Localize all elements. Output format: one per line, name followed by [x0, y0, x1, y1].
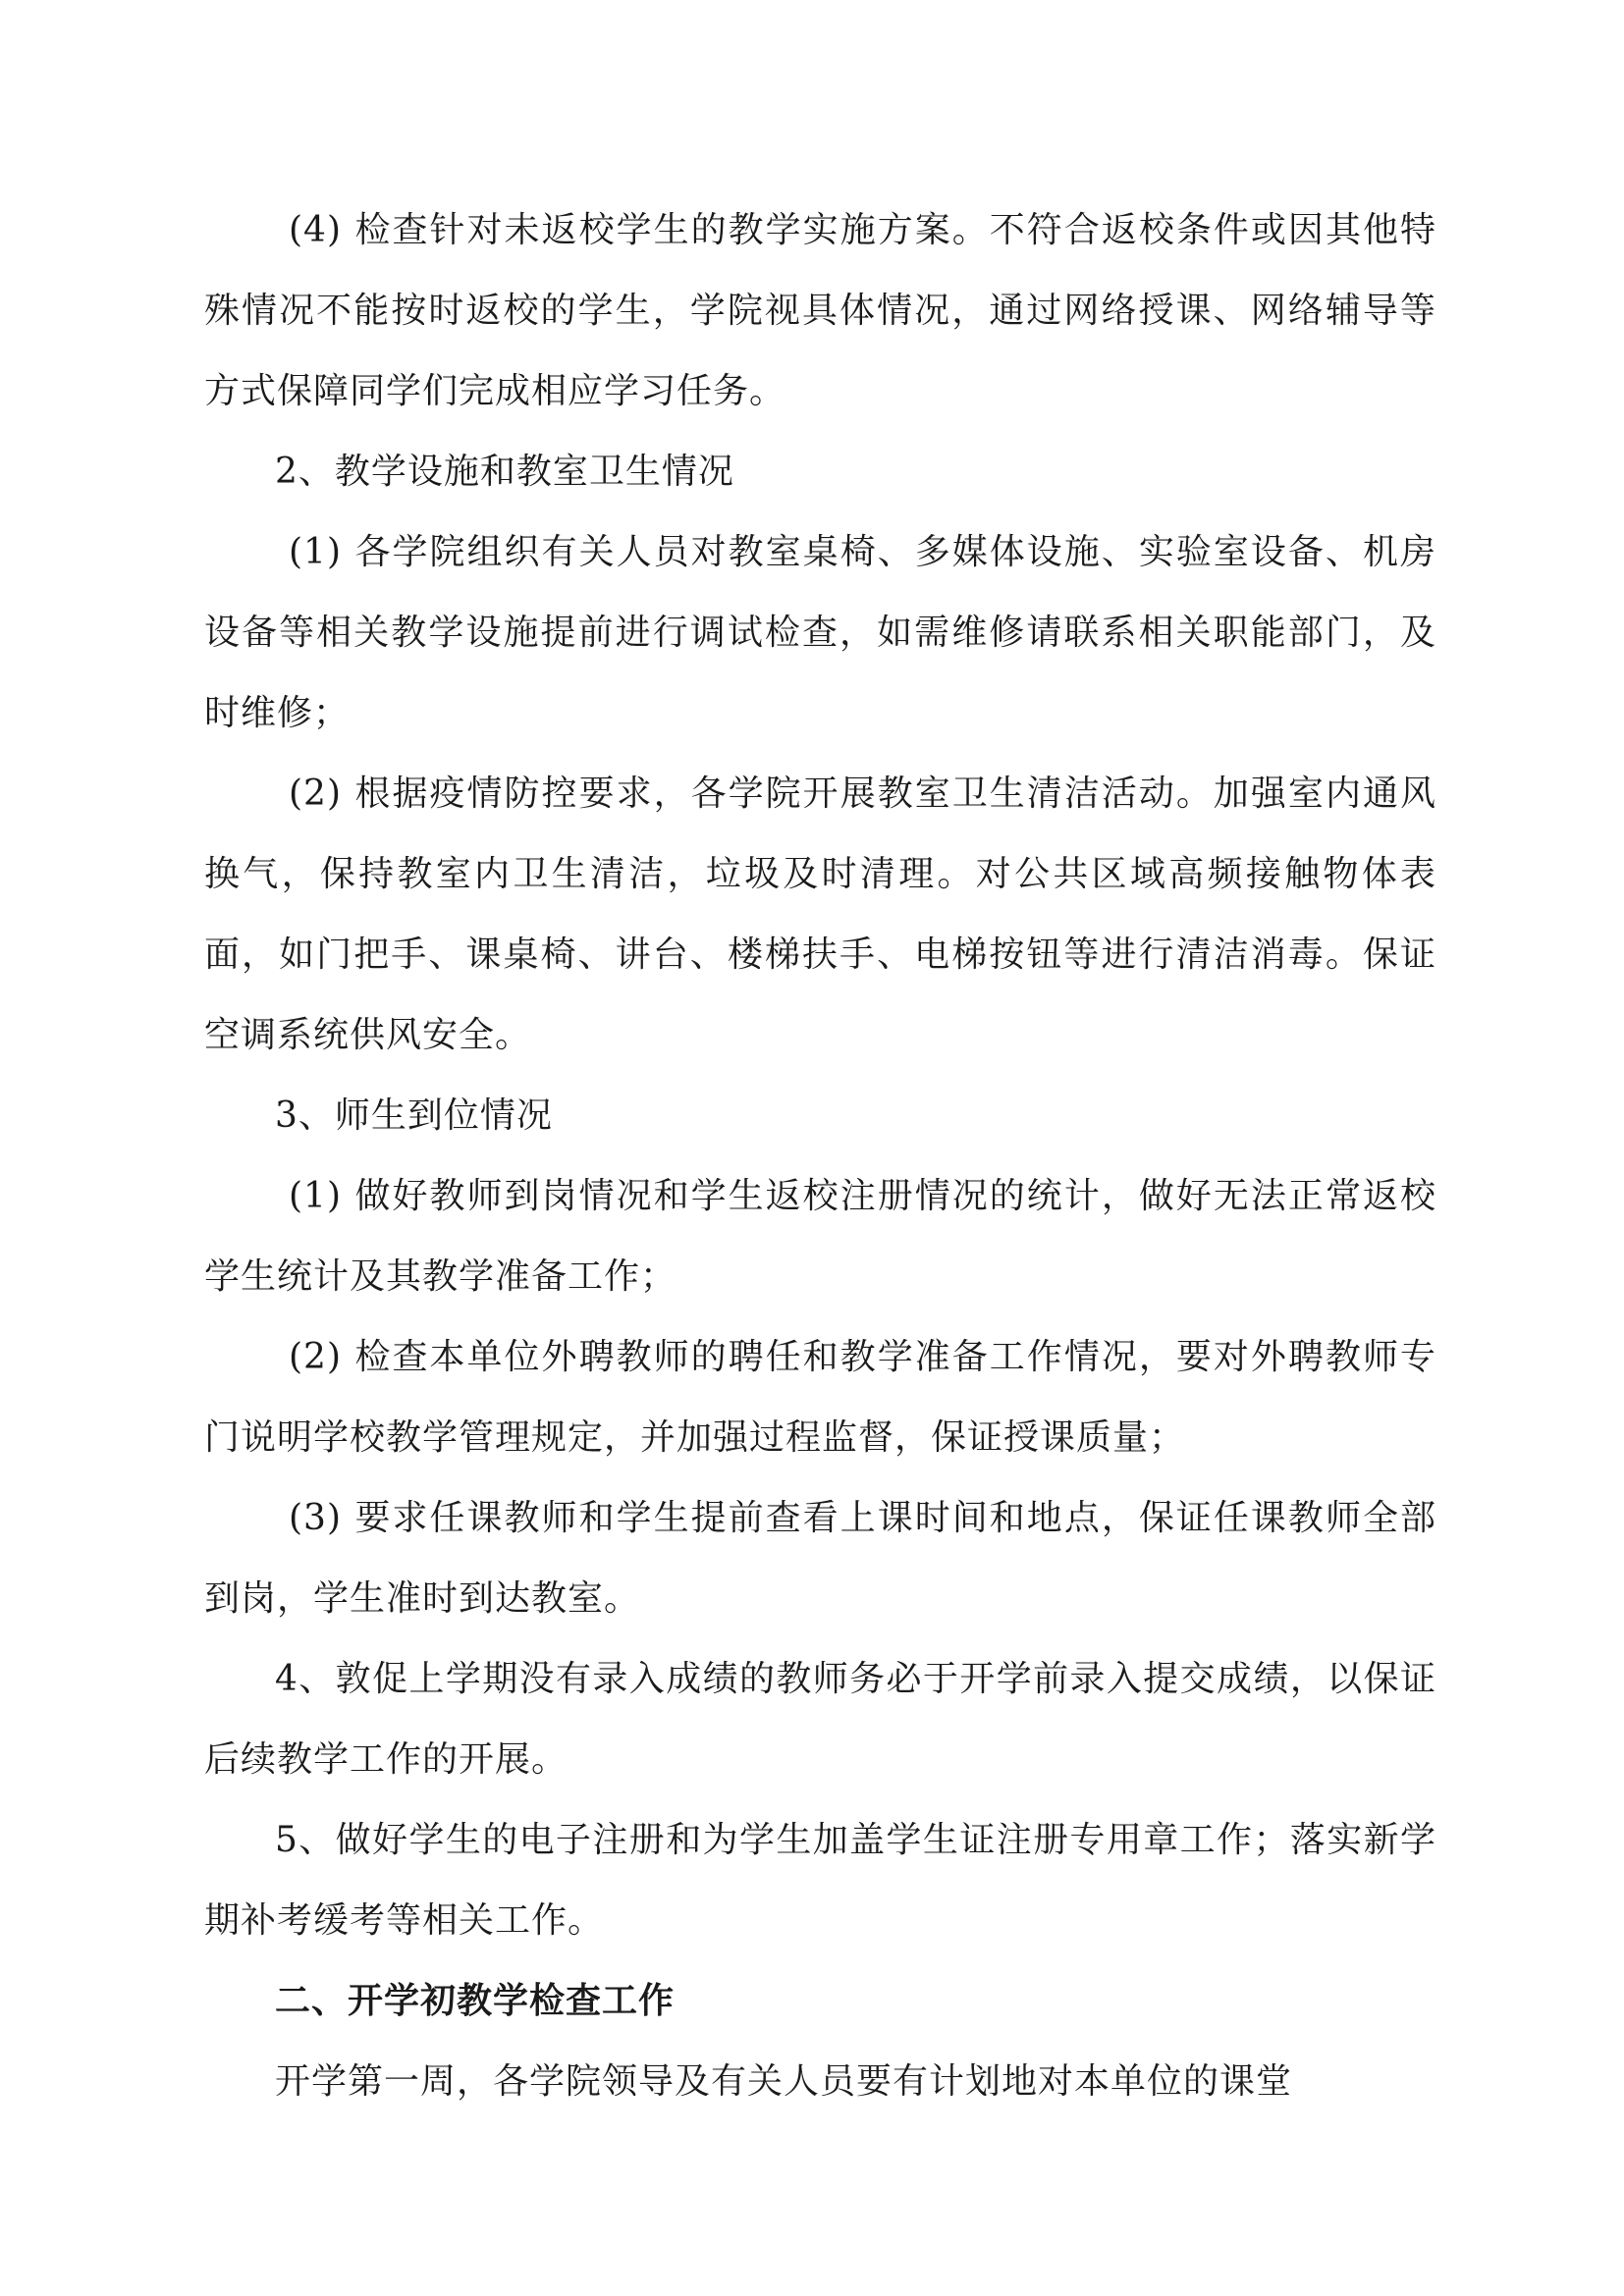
paragraph-unreturned-students-plan: (4) 检查针对未返校学生的教学实施方案。不符合返校条件或因其他特殊情况不能按时返校的学生，学院视具体情况，通过网络授课、网络辅导等方式保障同学们完成相应学习任务。	[204, 210, 1436, 411]
item-grade-entry: 4、敦促上学期没有录入成绩的教师务必于开学前录入提交成绩，以保证后续教学工作的开展。	[204, 1659, 1436, 1780]
item-teaching-facilities-heading: 2、教学设施和教室卫生情况	[275, 452, 734, 492]
item-registration: 5、做好学生的电子注册和为学生加盖学生证注册专用章工作；落实新学期补考缓考等相关工作。	[204, 1820, 1436, 1941]
paragraph-classroom-cleaning: (2) 根据疫情防控要求，各学院开展教室卫生清洁活动。加强室内通风换气，保持教室内卫生清洁，垃圾及时清理。对公共区域高频接触物体表面，如门把手、课桌椅、讲台、楼梯扶手、电梯按钮等进行清洁消毒。保证空调系统供风安全。	[204, 774, 1436, 1055]
paragraph-external-teachers: (2) 检查本单位外聘教师的聘任和教学准备工作情况，要对外聘教师专门说明学校教学管理规定，并加强过程监督，保证授课质量；	[204, 1337, 1436, 1458]
paragraph-attendance-statistics: (1) 做好教师到岗情况和学生返校注册情况的统计，做好无法正常返校学生统计及其教学准备工作；	[204, 1176, 1436, 1297]
section-heading-inspection: 二、开学初教学检查工作	[275, 1981, 676, 2021]
item-attendance-heading: 3、师生到位情况	[275, 1095, 553, 1136]
paragraph-facility-inspection: (1) 各学院组织有关人员对教室桌椅、多媒体设施、实验室设备、机房设备等相关教学设施提前进行调试检查，如需维修请联系相关职能部门，及时维修；	[204, 532, 1436, 733]
document-body	[204, 190, 1436, 2122]
paragraph-first-week: 开学第一周，各学院领导及有关人员要有计划地对本单位的课堂	[275, 2061, 1293, 2102]
paragraph-class-schedule: (3) 要求任课教师和学生提前查看上课时间和地点，保证任课教师全部到岗，学生准时到达教室。	[204, 1498, 1436, 1619]
